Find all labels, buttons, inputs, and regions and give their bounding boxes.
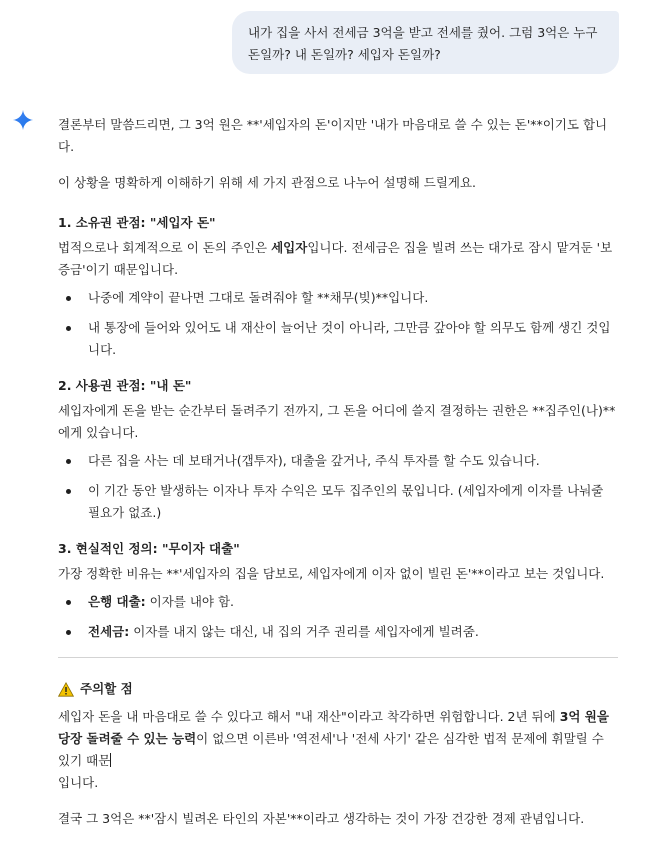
assistant-response bbox=[58, 114, 618, 844]
gemini-sparkle-icon bbox=[12, 109, 34, 131]
section-2-list bbox=[58, 450, 618, 524]
warning-body: 세입자 돈을 내 마음대로 쓸 수 있다고 해서 "내 재산"이라고 착각하면 위험합니다. 2년 뒤에 3억 원을 당장 돌려줄 수 있는 능력이 없으면 이른바 '역전세'나 '전세 사기' 같은 심각한 법적 문제에 휘말릴 수 있기 때문 입니다. bbox=[58, 709, 609, 790]
response-lead: 이 상황을 명확하게 이해하기 위해 세 가지 관점으로 나누어 설명해 드릴게요. bbox=[58, 175, 477, 190]
section-3-body: 가장 정확한 비유는 **'세입자의 집을 담보로, 세입자에게 이자 없이 빌린 돈'**이라고 보는 것입니다. bbox=[58, 566, 605, 581]
list-item: 이 기간 동안 발생하는 이자나 투자 수익은 모두 집주인의 몫입니다. (세입자에게 이자를 나눠줄 필요가 없죠.) bbox=[58, 480, 618, 524]
list-item: 나중에 계약이 끝나면 그대로 돌려줘야 할 **채무(빚)**입니다. bbox=[58, 287, 618, 309]
list-item: 내 통장에 들어와 있어도 내 재산이 늘어난 것이 아니라, 그만큼 갚아야 할 의무도 함께 생긴 것입니다. bbox=[58, 317, 618, 361]
section-2-heading: 2. 사용권 관점: "내 돈" bbox=[58, 378, 192, 393]
section-2-body: 세입자에게 돈을 받는 순간부터 돌려주기 전까지, 그 돈을 어디에 쓸지 결정하는 권한은 **집주인(나)**에게 있습니다. bbox=[58, 403, 616, 440]
section-3-heading: 3. 현실적인 정의: "무이자 대출" bbox=[58, 541, 240, 556]
section-1-heading: 1. 소유권 관점: "세입자 돈" bbox=[58, 215, 216, 230]
list-item: 전세금: 이자를 내지 않는 대신, 내 집의 거주 권리를 세입자에게 빌려줌. bbox=[58, 621, 618, 643]
user-message-bubble bbox=[232, 11, 619, 74]
section-1-body: 법적으로나 회계적으로 이 돈의 주인은 세입자입니다. 전세금은 집을 빌려 쓰는 대가로 잠시 맡겨둔 '보증금'이기 때문입니다. bbox=[58, 240, 613, 277]
user-message-text: 내가 집을 사서 전세금 3억을 받고 전세를 줬어. 그럼 3억은 누구 돈일까? 내 돈일까? 세입자 돈일까? bbox=[248, 25, 598, 62]
warning-icon bbox=[58, 682, 74, 697]
section-1-list bbox=[58, 287, 618, 361]
warning-heading: 주의할 점 bbox=[58, 678, 618, 700]
divider bbox=[58, 657, 618, 658]
list-item: 다른 집을 사는 데 보태거나(갭투자), 대출을 갚거나, 주식 투자를 할 수도 있습니다. bbox=[58, 450, 618, 472]
list-item: 은행 대출: 이자를 내야 함. bbox=[58, 591, 618, 613]
text-cursor bbox=[110, 753, 111, 767]
response-conclusion: 결국 그 3억은 **'잠시 빌려온 타인의 자본'**이라고 생각하는 것이 가장 건강한 경제 관념입니다. bbox=[58, 811, 585, 826]
response-intro: 결론부터 말씀드리면, 그 3억 원은 **'세입자의 돈'이지만 '내가 마음대로 쓸 수 있는 돈'**이기도 합니다. bbox=[58, 117, 608, 154]
section-3-list bbox=[58, 591, 618, 643]
